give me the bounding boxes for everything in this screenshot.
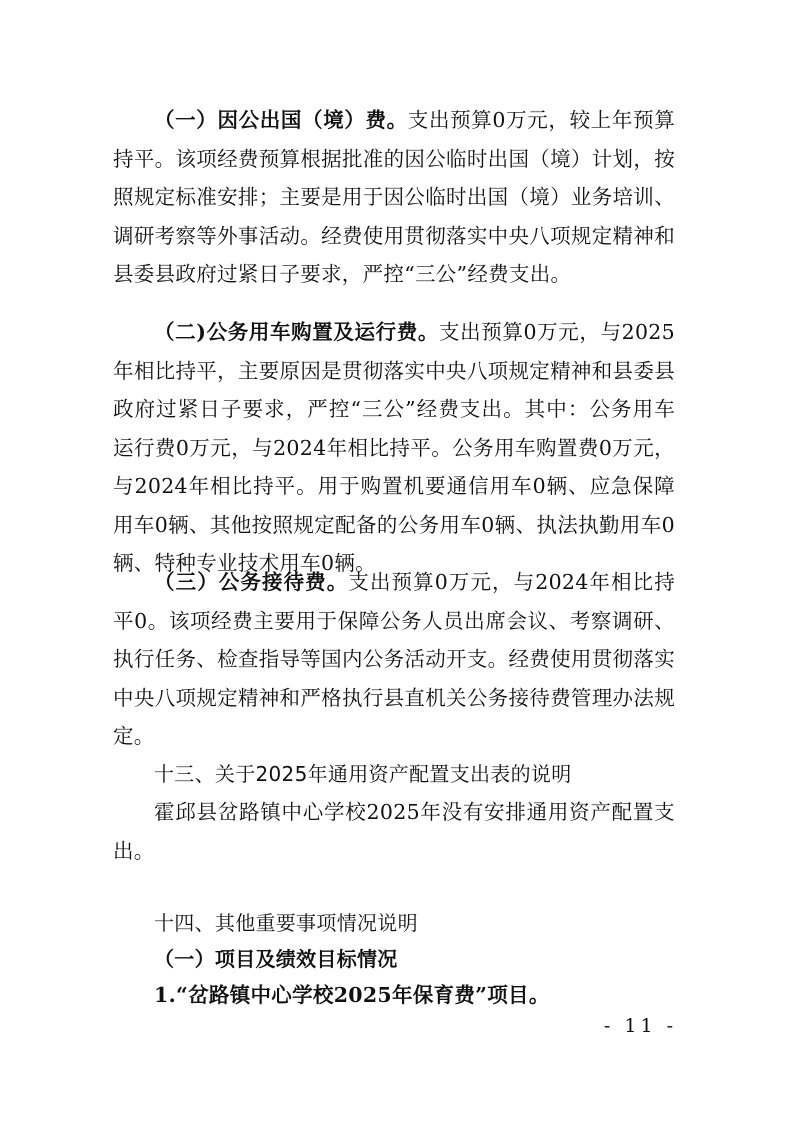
paragraph-body: 霍邱县岔路镇中心学校2025年没有安排通用资产配置支出。 — [113, 800, 675, 863]
heading-text: 十三、关于2025年通用资产配置支出表的说明 — [154, 762, 572, 786]
item-text: 1.“岔路镇中心学校2025年保育费”项目。 — [154, 983, 550, 1007]
paragraph-vehicle-cost — [113, 313, 675, 583]
paragraph-lead: （二)公务用车购置及运行费。 — [154, 320, 439, 344]
paragraph-foreign-travel — [113, 101, 675, 294]
paragraph-body: 支出预算0万元，与2025年相比持平，主要原因是贯彻落实中央八项规定精神和县委县政府过紧日子要求，严控“三公”经费支出。其中：公务用车运行费0万元，与2024年相比持平。公务用车购置费0万元，与2024年相比持平。用于购置机要通信用车0辆、应急保障用车0辆、其他按照规定配备的公务用车0辆、执法执勤用车0辆、特种专业技术用车0辆。 — [113, 320, 675, 575]
section-heading-14 — [113, 904, 675, 943]
paragraph — [113, 101, 675, 294]
heading-text: 十四、其他重要事项情况说明 — [154, 911, 418, 935]
section-heading-13 — [113, 755, 675, 794]
paragraph-body: 支出预算0万元，较上年预算持平。该项经费预算根据批准的因公临时出国（境）计划，按照规定标准安排；主要是用于因公临时出国（境）业务培训、调研考察等外事活动。经费使用贯彻落实中央八项规定精神和县委县政府过紧日子要求，严控“三公”经费支出。 — [113, 108, 675, 286]
paragraph-body: 支出预算0万元，与2024年相比持平0。该项经费主要用于保障公务人员出席会议、考察调研、执行任务、检查指导等国内公务活动开支。经费使用贯彻落实中央八项规定精神和严格执行县直机关公务接待费管理办法规定。 — [113, 570, 675, 748]
subsection-heading — [113, 940, 675, 979]
project-item-title — [113, 976, 675, 1015]
paragraph — [113, 563, 675, 756]
paragraph-lead: （三）公务接待费。 — [154, 570, 349, 594]
paragraph-lead: （一）因公出国（境）费。 — [154, 108, 408, 132]
heading-text: （一）项目及绩效目标情况 — [154, 947, 398, 971]
page-number: - 11 - — [603, 1015, 677, 1037]
paragraph — [113, 313, 675, 583]
paragraph-reception-cost — [113, 563, 675, 756]
paragraph-asset-config — [113, 793, 675, 870]
